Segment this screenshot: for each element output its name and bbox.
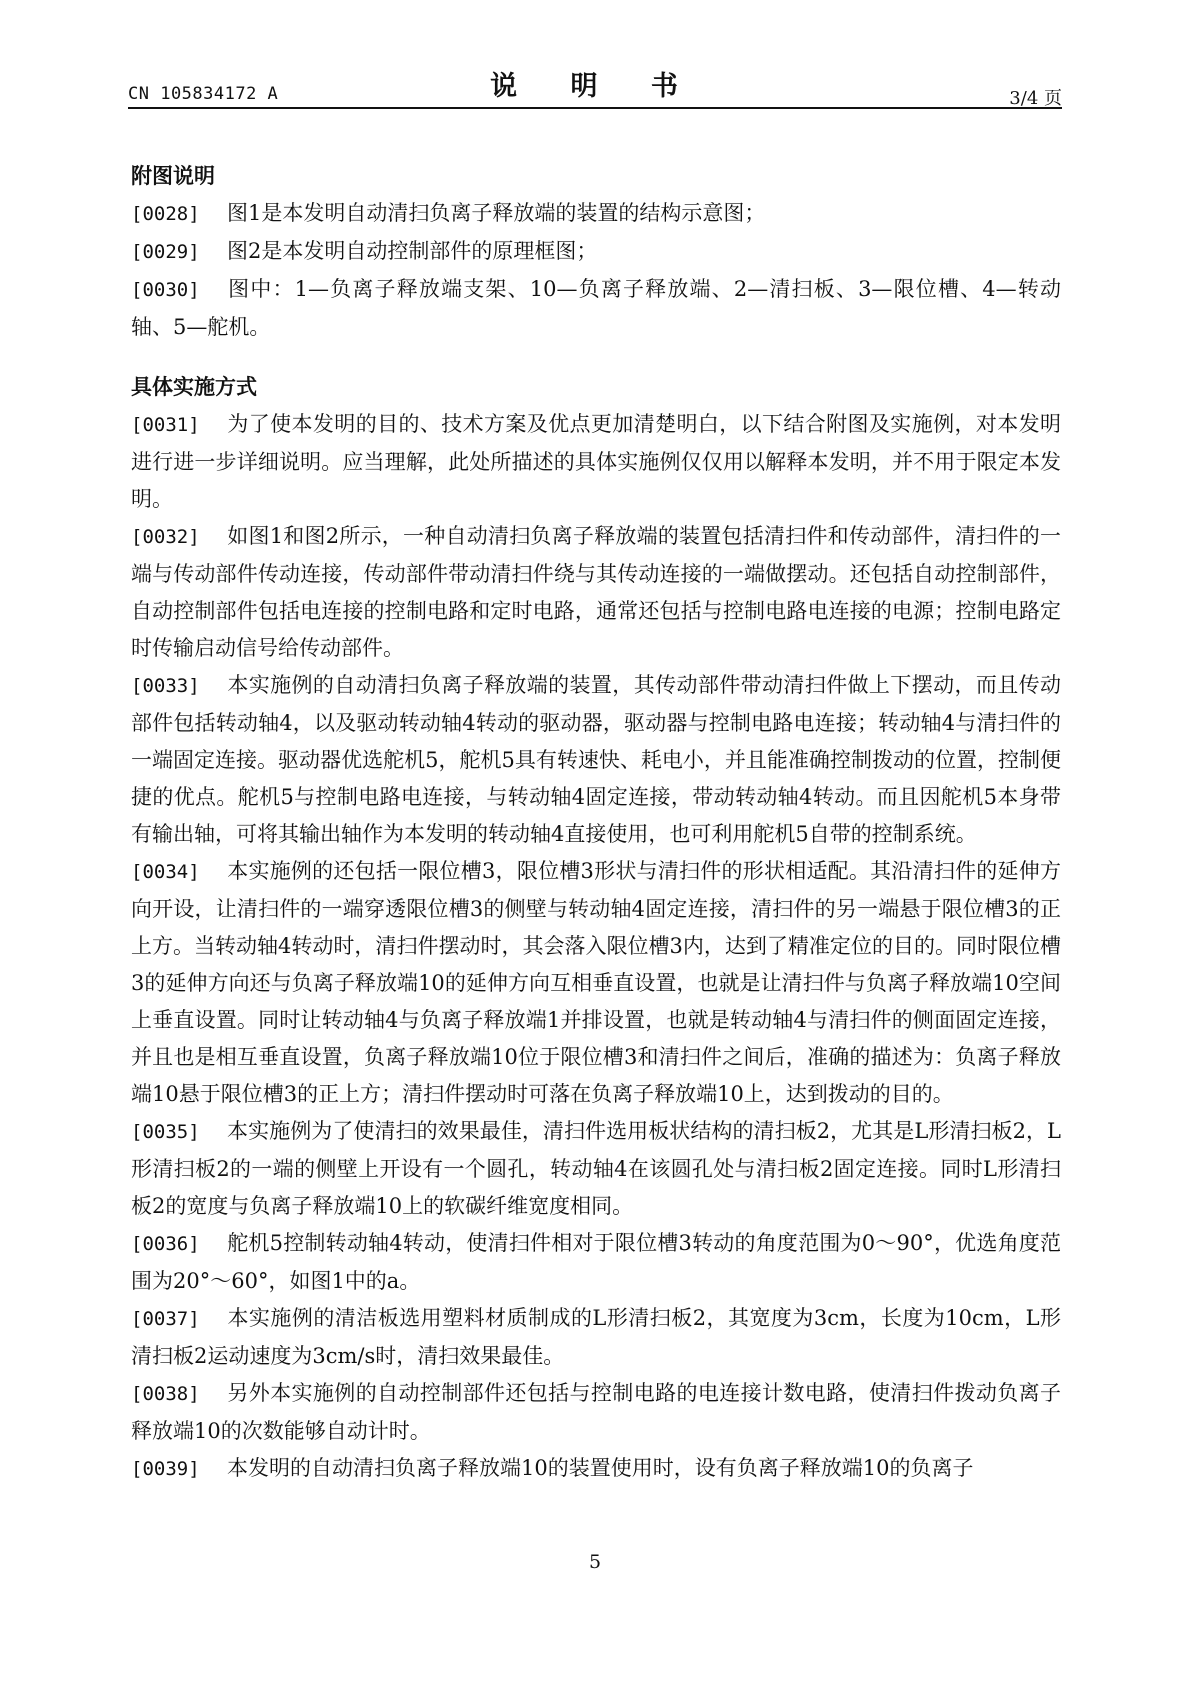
paragraph-number: [0037]	[131, 1308, 200, 1330]
paragraph-0039	[131, 1450, 1061, 1488]
paragraph-0030	[131, 271, 1061, 346]
paragraph-number: [0036]	[131, 1233, 200, 1255]
paragraph-0034	[131, 853, 1061, 1113]
page-indicator: 3/4 页	[1009, 88, 1062, 109]
paragraph-text: 本发明的自动清扫负离子释放端10的装置使用时，设有负离子释放端10的负离子	[227, 1456, 974, 1480]
paragraph-number: [0031]	[131, 414, 200, 436]
paragraph-0038	[131, 1375, 1061, 1450]
page-header	[128, 58, 1062, 109]
paragraph-text: 为了使本发明的目的、技术方案及优点更加清楚明白，以下结合附图及实施例，对本发明进行进一步详细说明。应当理解，此处所描述的具体实施例仅仅用以解释本发明，并不用于限定本发明。	[131, 412, 1061, 511]
paragraph-0036	[131, 1225, 1061, 1300]
paragraph-number: [0032]	[131, 526, 200, 548]
paragraph-number: [0029]	[131, 241, 200, 263]
paragraph-0037	[131, 1300, 1061, 1375]
paragraph-text: 本实施例的清洁板选用塑料材质制成的L形清扫板2，其宽度为3cm，长度为10cm，L形清扫板2运动速度为3cm/s时，清扫效果最佳。	[131, 1306, 1061, 1368]
paragraph-0033	[131, 667, 1061, 853]
paragraph-number: [0035]	[131, 1121, 200, 1143]
paragraph-number: [0028]	[131, 203, 200, 225]
paragraph-0029	[131, 233, 1061, 271]
header-rule	[128, 107, 1062, 109]
paragraph-text: 图中：1—负离子释放端支架、10—负离子释放端、2—清扫板、3—限位槽、4—转动轴、5—舵机。	[131, 277, 1061, 339]
paragraph-number: [0034]	[131, 861, 200, 883]
paragraph-text: 本实施例的自动清扫负离子释放端的装置，其传动部件带动清扫件做上下摆动，而且传动部件包括转动轴4，以及驱动转动轴4转动的驱动器，驱动器与控制电路电连接；转动轴4与清扫件的一端固定连接。驱动器优选舵机5，舵机5具有转速快、耗电小，并且能准确控制拨动的位置，控制便捷的优点。舵机5与控制电路电连接，与转动轴4固定连接，带动转动轴4转动。而且因舵机5本身带有输出轴，可将其输出轴作为本发明的转动轴4直接使用，也可利用舵机5自带的控制系统。	[131, 673, 1061, 846]
paragraph-0028	[131, 195, 1061, 233]
paragraph-text: 如图1和图2所示，一种自动清扫负离子释放端的装置包括清扫件和传动部件，清扫件的一端与传动部件传动连接，传动部件带动清扫件绕与其传动连接的一端做摆动。还包括自动控制部件，自动控制部件包括电连接的控制电路和定时电路，通常还包括与控制电路电连接的电源；控制电路定时传输启动信号给传动部件。	[131, 524, 1061, 660]
paragraph-0032	[131, 518, 1061, 667]
paragraph-text: 舵机5控制转动轴4转动，使清扫件相对于限位槽3转动的角度范围为0～90°，优选角度范围为20°～60°，如图1中的a。	[131, 1231, 1061, 1293]
publication-number: CN 105834172 A	[128, 84, 279, 104]
paragraph-0035	[131, 1113, 1061, 1225]
paragraph-text: 另外本实施例的自动控制部件还包括与控制电路的电连接计数电路，使清扫件拨动负离子释放端10的次数能够自动计时。	[131, 1381, 1061, 1443]
paragraph-number: [0030]	[131, 279, 200, 301]
paragraph-0031	[131, 406, 1061, 518]
paragraph-number: [0038]	[131, 1383, 200, 1405]
paragraph-text: 本实施例的还包括一限位槽3，限位槽3形状与清扫件的形状相适配。其沿清扫件的延伸方向开设，让清扫件的一端穿透限位槽3的侧壁与转动轴4固定连接，清扫件的另一端悬于限位槽3的正上方。当转动轴4转动时，清扫件摆动时，其会落入限位槽3内，达到了精准定位的目的。同时限位槽3的延伸方向还与负离子释放端10的延伸方向互相垂直设置，也就是让清扫件与负离子释放端10空间上垂直设置。同时让转动轴4与负离子释放端1并排设置，也就是转动轴4与清扫件的侧面固定连接，并且也是相互垂直设置，负离子释放端10位于限位槽3和清扫件之间后，准确的描述为：负离子释放端10悬于限位槽3的正上方；清扫件摆动时可落在负离子释放端10上，达到拨动的目的。	[131, 859, 1061, 1106]
section-gap	[131, 346, 1061, 369]
document-title: 说 明 书	[490, 71, 700, 102]
paragraph-number: [0033]	[131, 675, 200, 697]
paragraph-text: 本实施例为了使清扫的效果最佳，清扫件选用板状结构的清扫板2，尤其是L形清扫板2，L形清扫板2的一端的侧壁上开设有一个圆孔，转动轴4在该圆孔处与清扫板2固定连接。同时L形清扫板2的宽度与负离子释放端10上的软碳纤维宽度相同。	[131, 1119, 1061, 1218]
section-heading-embodiments: 具体实施方式	[131, 375, 257, 399]
paragraph-text: 图1是本发明自动清扫负离子释放端的装置的结构示意图；	[227, 201, 766, 225]
paragraph-number: [0039]	[131, 1458, 200, 1480]
document-body	[131, 158, 1061, 1488]
paragraph-text: 图2是本发明自动控制部件的原理框图；	[227, 239, 598, 263]
page-number: 5	[588, 1551, 602, 1573]
section-heading-figures: 附图说明	[131, 164, 215, 188]
